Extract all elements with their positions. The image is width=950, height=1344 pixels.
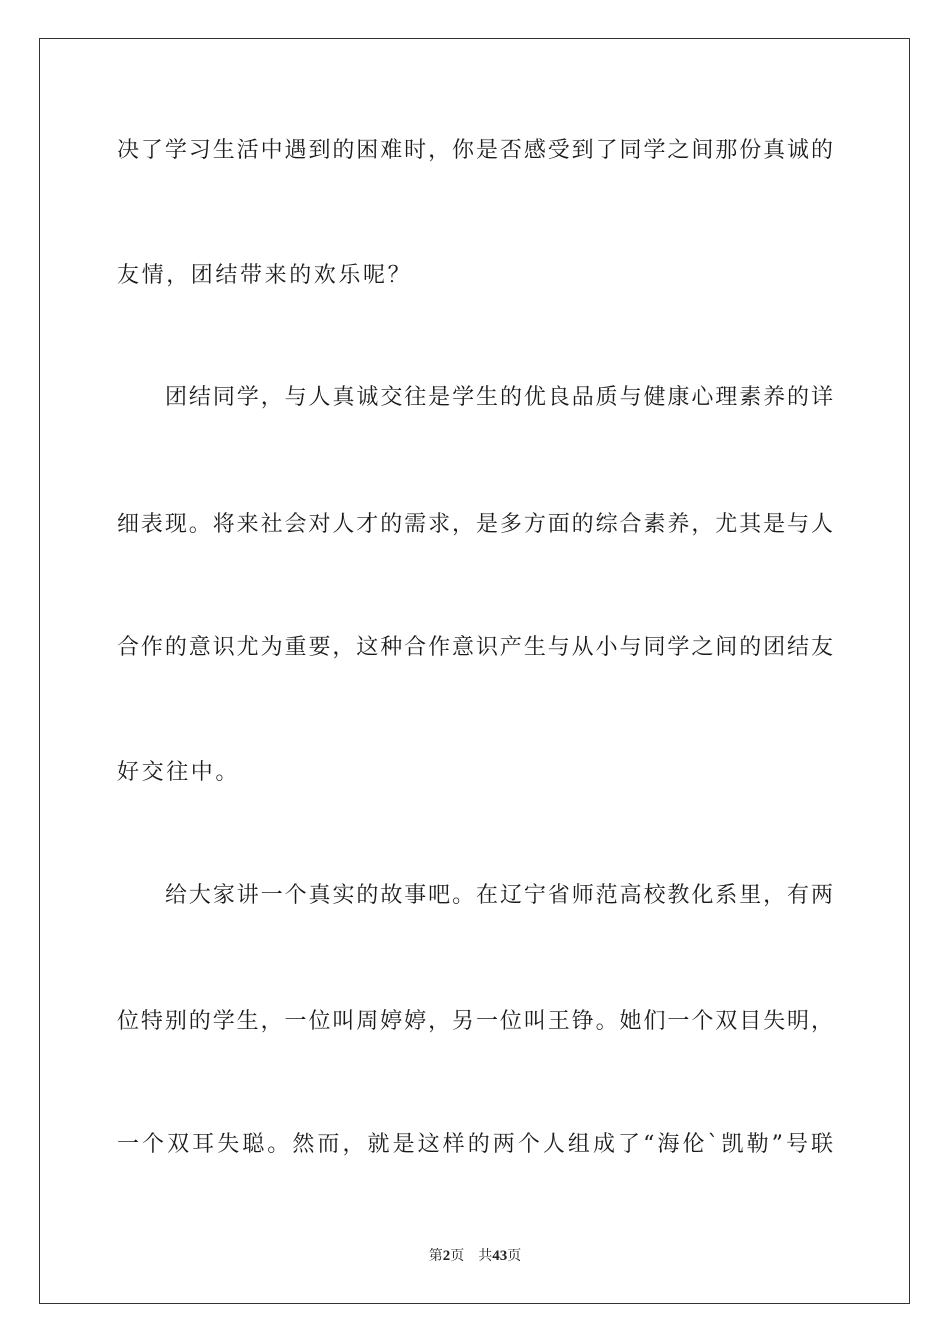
page-number-suffix: 页 xyxy=(450,1248,465,1264)
paragraph-line: 位特别的学生，一位叫周婷婷，另一位叫王铮。她们一个双目失明， xyxy=(117,1009,833,1034)
total-pages-number: 43 xyxy=(492,1248,508,1264)
paragraph-line: 合作的意识尤为重要，这种合作意识产生与从小与同学之间的团结友 xyxy=(117,635,833,660)
page-footer xyxy=(0,1247,950,1265)
total-pages-prefix: 共 xyxy=(478,1248,493,1264)
page-number-prefix: 第 xyxy=(428,1248,443,1264)
paragraph-line: 团结同学，与人真诚交往是学生的优良品质与健康心理素养的详 xyxy=(165,385,833,410)
paragraph-line: 决了学习生活中遇到的困难时，你是否感受到了同学之间那份真诚的 xyxy=(117,138,833,163)
paragraph-line: 给大家讲一个真实的故事吧。在辽宁省师范高校教化系里，有两 xyxy=(165,883,833,908)
paragraph-line: 友情，团结带来的欢乐呢？ xyxy=(117,263,413,288)
page-border xyxy=(39,38,910,1304)
paragraph-line: 细表现。将来社会对人才的需求，是多方面的综合素养，尤其是与人 xyxy=(117,512,833,537)
paragraph-line: 一个双耳失聪。然而，就是这样的两个人组成了“海伦`凯勒”号联 xyxy=(117,1132,833,1157)
current-page-number: 2 xyxy=(442,1248,451,1264)
paragraph-line: 好交往中。 xyxy=(117,760,241,785)
total-pages-suffix: 页 xyxy=(507,1248,522,1264)
